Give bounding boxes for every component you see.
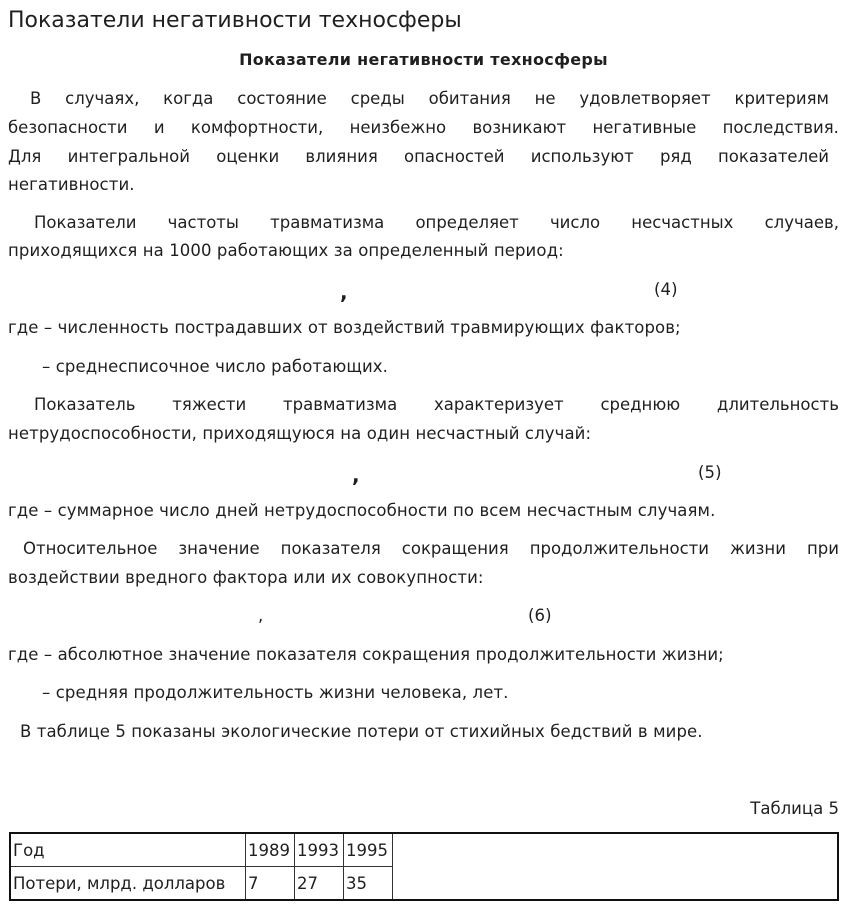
where-5-line1: где – суммарное число дней нетрудоспособности по всем несчастным случаям. — [8, 501, 716, 520]
table-empty-cell — [393, 833, 839, 867]
p1-line3: Для интегральной оценки влияния опасностей используют ряд показателей — [8, 147, 829, 166]
equation-4-number: (4) — [654, 280, 678, 299]
p2-line1: Показатели частоты травматизма определяет число несчастных случаев, — [34, 213, 839, 232]
table-cell: 1995 — [344, 833, 393, 867]
p3-line1: Показатель тяжести травматизма характеризует среднюю длительность — [34, 395, 839, 414]
p4-line1: Относительное значение показателя сокращения продолжительности жизни при — [23, 539, 839, 558]
p3-line2: нетрудоспособности, приходящуюся на один несчастный случай: — [8, 424, 592, 443]
table-cell: 27 — [295, 867, 344, 901]
where-4-line2: – среднесписочное число работающих. — [42, 357, 388, 376]
table-caption: Таблица 5 — [750, 799, 839, 818]
table-row — [10, 867, 838, 901]
equation-5-number: (5) — [698, 463, 722, 482]
equation-5-comma: , — [352, 463, 360, 487]
where-4-line1: где – численность пострадавших от воздействий травмирующих факторов; — [8, 318, 681, 337]
p4-line2: воздействии вредного фактора или их совокупности: — [8, 568, 484, 587]
equation-6-comma: , — [258, 606, 264, 625]
table-cell: 1993 — [295, 833, 344, 867]
table-cell: 7 — [246, 867, 295, 901]
p1-line4: негативности. — [8, 175, 135, 194]
table-row — [10, 833, 838, 867]
p2-line2: приходящихся на 1000 работающих за определенный период: — [8, 241, 564, 260]
table-cell: 35 — [344, 867, 393, 901]
table-cell: Потери, млрд. долларов — [10, 867, 246, 901]
equation-4-comma: , — [340, 280, 348, 304]
page-title: Показатели негативности техносферы — [8, 8, 462, 33]
p1-line1: В случаях, когда состояние среды обитания не удовлетворяет критериям — [30, 89, 829, 108]
where-6-line1: где – абсолютное значение показателя сокращения продолжительности жизни; — [8, 645, 724, 664]
losses-table — [9, 832, 839, 901]
table-cell: 1989 — [246, 833, 295, 867]
equation-6-number: (6) — [528, 606, 552, 625]
where-6-line2: – средняя продолжительность жизни человека, лет. — [42, 683, 509, 702]
section-heading: Показатели негативности техносферы — [239, 50, 608, 69]
table-empty-cell — [393, 867, 839, 901]
p5-line1: В таблице 5 показаны экологические потери от стихийных бедствий в мире. — [20, 722, 703, 741]
p1-line2: безопасности и комфортности, неизбежно возникают негативные последствия. — [8, 118, 839, 137]
table-cell: Год — [10, 833, 246, 867]
